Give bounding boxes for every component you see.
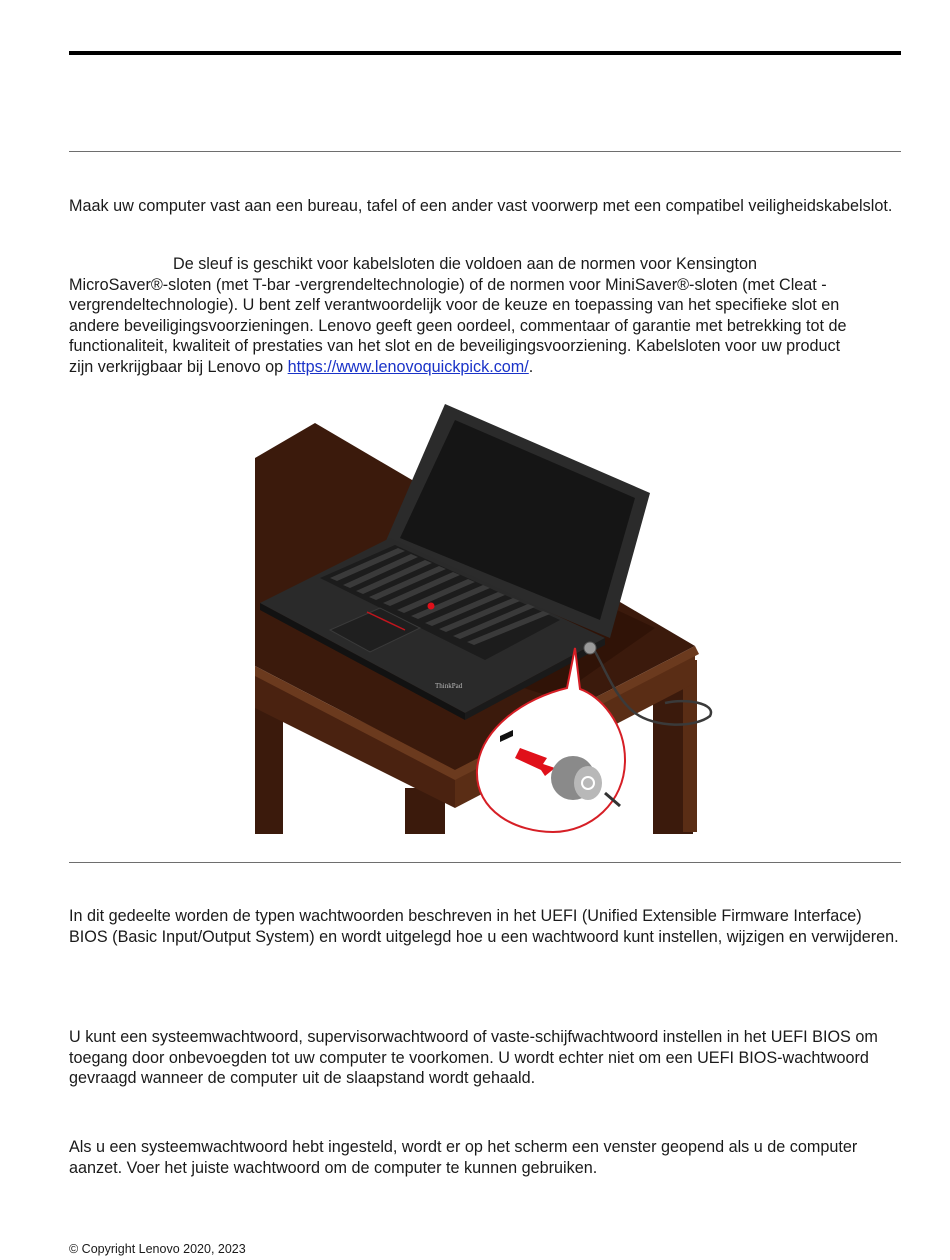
note-line-4: andere beveiligingsvoorzieningen. Lenovo geeft geen oordeel, commentaar of garantie met betrekking tot de (69, 316, 847, 335)
note-line-6: zijn verkrijgbaar bij Lenovo op https://www.lenovoquickpick.com/. (69, 357, 534, 376)
note-line-2: MicroSaver®-sloten (met T-bar -vergrendeltechnologie) of de normen voor MiniSaver®-sloten (met Cleat - (69, 275, 827, 294)
note-line-1: De sleuf is geschikt voor kabelsloten die voldoen aan de normen voor Kensington (173, 255, 758, 273)
lenovo-quickpick-link[interactable]: https://www.lenovoquickpick.com/ (287, 357, 529, 376)
header-rule (69, 51, 901, 55)
password-types-paragraph: U kunt een systeemwachtwoord, supervisorwachtwoord of vaste-schijfwachtwoord instellen in het UEFI BIOS om toegang door onbevoegden tot uw computer te voorkomen. U wordt echter niet om een UEFI BIOS-wachtwoord gevraagd wanneer de computer uit de slaapstand wordt gehaald. (69, 1028, 878, 1088)
note-line-5: functionaliteit, kwaliteit of prestaties van het slot en de beveiligingsvoorziening. Kabelsloten voor uw product (69, 337, 841, 356)
note-line-3: vergrendeltechnologie). U bent zelf verantwoordelijk voor de keuze en toepassing van het specifieke slot en (69, 296, 840, 315)
copyright-footer: © Copyright Lenovo 2020, 2023 (69, 1242, 246, 1256)
lock-intro-paragraph: Maak uw computer vast aan een bureau, tafel of een ander vast voorwerp met een compatibel veiligheidskabelslot. (69, 197, 893, 215)
lock-note-paragraph (69, 254, 901, 378)
section-divider-2 (69, 862, 901, 863)
system-password-paragraph: Als u een systeemwachtwoord hebt ingesteld, wordt er op het scherm een venster geopend als u de computer aanzet. Voer het juiste wachtwoord om de computer te kunnen gebruiken. (69, 1138, 858, 1177)
cable-lock-illustration (255, 398, 715, 834)
password-intro-paragraph: In dit gedeelte worden de typen wachtwoorden beschreven in het UEFI (Unified Extensible Firmware Interface) BIOS (Basic Input/Output System) en wordt uitgelegd hoe u een wachtwoord kunt instellen, wijzigen en verwijderen. (69, 907, 899, 946)
laptop-brand-label: ThinkPad (435, 682, 463, 690)
section-divider-1 (69, 151, 901, 152)
